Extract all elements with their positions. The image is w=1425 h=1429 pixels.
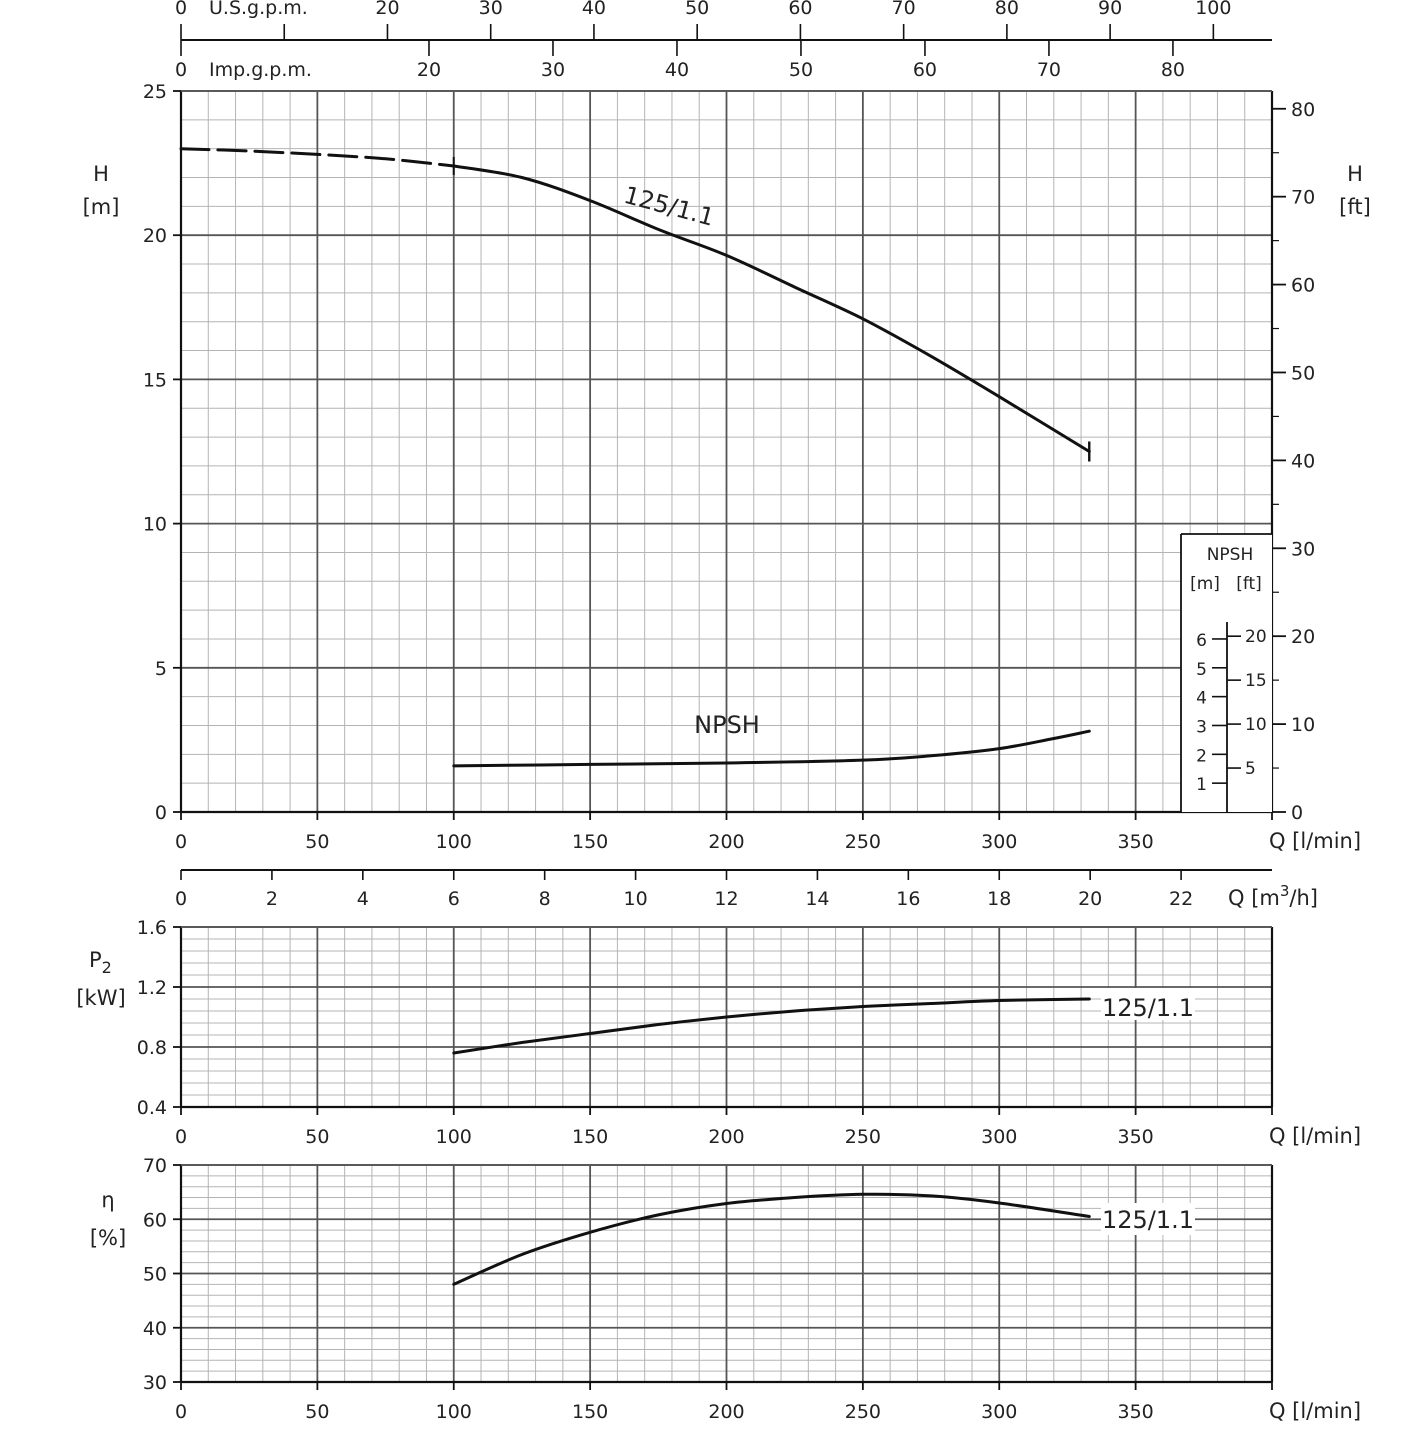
head-right-tick-label: 50 xyxy=(1291,362,1316,385)
usgpm-tick-label: 100 xyxy=(1195,0,1232,19)
head-right-tick-label: 30 xyxy=(1291,538,1316,561)
flow-axis-tick-label: 0 xyxy=(174,888,188,910)
head-ytick-label: 15 xyxy=(142,369,167,392)
head-xtick-label: 350 xyxy=(1117,831,1154,853)
head-xtick-label: 200 xyxy=(708,831,745,853)
flow-axis-unit-sup: 3 xyxy=(1279,882,1290,900)
npsh-inset-unit-ft: [ft] xyxy=(1236,574,1262,594)
flow-axis-unit-main: Q [m xyxy=(1228,886,1280,910)
npsh-inset-ft-label: 15 xyxy=(1245,671,1267,692)
head-right-tick-label: 70 xyxy=(1291,186,1316,209)
head-grid xyxy=(181,91,1272,812)
usgpm-tick-label: 0 xyxy=(174,0,188,19)
usgpm-unit-label: U.S.g.p.m. xyxy=(209,0,308,19)
power-xtick-label: 50 xyxy=(305,1126,330,1148)
npsh-inset-m-label: 6 xyxy=(1196,630,1207,651)
npsh-inset-title: NPSH xyxy=(1206,545,1254,565)
power-series-12511-solid xyxy=(454,999,1090,1053)
efficiency-xtick-label: 300 xyxy=(981,1401,1018,1423)
head-xtick-label: 0 xyxy=(174,831,188,853)
efficiency-y-axis-symbol: η xyxy=(101,1188,115,1212)
head-curve-label: 125/1.1 xyxy=(620,180,718,232)
efficiency-curve-label: 125/1.1 xyxy=(1101,1206,1195,1234)
head-ytick-label: 10 xyxy=(142,513,167,536)
impgpm-tick-label: 30 xyxy=(540,59,566,81)
flow-axis-unit-end: /h] xyxy=(1289,886,1318,910)
head-xtick-label: 150 xyxy=(571,831,609,853)
usgpm-tick-label: 70 xyxy=(891,0,916,19)
flow-axis-tick-label: 8 xyxy=(538,888,551,910)
head-right-tick-label: 40 xyxy=(1291,450,1316,473)
power-y-axis-unit: [kW] xyxy=(76,986,126,1010)
power-ytick-label: 1.6 xyxy=(136,917,167,939)
efficiency-xtick-label: 350 xyxy=(1117,1401,1154,1423)
head-ytick-label: 20 xyxy=(142,225,167,248)
head-right-axis-unit: [ft] xyxy=(1339,195,1371,219)
impgpm-tick-label: 20 xyxy=(416,59,442,81)
efficiency-xtick-label: 150 xyxy=(571,1401,609,1423)
efficiency-xtick-label: 100 xyxy=(435,1401,472,1423)
power-xtick-label: 100 xyxy=(435,1126,472,1148)
flow-axis-tick-label: 16 xyxy=(896,888,921,910)
head-ytick-label: 0 xyxy=(154,802,167,824)
npsh-inset-m-label: 2 xyxy=(1196,746,1207,767)
usgpm-tick-label: 30 xyxy=(478,0,503,19)
impgpm-tick-label: 50 xyxy=(788,59,814,81)
head-right-tick-label: 0 xyxy=(1291,802,1304,824)
impgpm-tick-label: 0 xyxy=(174,59,188,81)
flow-axis-tick-label: 10 xyxy=(623,888,648,910)
power-y-symbol-sub: 2 xyxy=(101,958,112,977)
efficiency-y-axis-unit: [%] xyxy=(89,1226,127,1250)
npsh-inset-m-label: 5 xyxy=(1196,659,1207,680)
head-ytick-label: 25 xyxy=(142,81,167,103)
head-right-axis-symbol: H xyxy=(1347,162,1363,186)
head-ytick-label: 5 xyxy=(154,657,167,680)
head-x-unit-label: Q [l/min] xyxy=(1268,829,1362,853)
npsh-inset-m-label: 1 xyxy=(1196,775,1207,796)
usgpm-tick-label: 90 xyxy=(1098,0,1123,19)
npsh-inset-m-label: 3 xyxy=(1196,717,1207,738)
power-x-unit-label: Q [l/min] xyxy=(1268,1124,1362,1148)
efficiency-x-unit-label: Q [l/min] xyxy=(1268,1399,1362,1423)
usgpm-tick-label: 20 xyxy=(375,0,400,19)
efficiency-ytick-label: 40 xyxy=(142,1317,167,1340)
flow-axis-tick-label: 18 xyxy=(987,888,1012,910)
power-ytick-label: 0.8 xyxy=(136,1037,167,1059)
npsh-inset-ft-label: 10 xyxy=(1245,715,1267,736)
head-right-tick-label: 10 xyxy=(1291,714,1316,737)
impgpm-unit-label: Imp.g.p.m. xyxy=(209,59,312,81)
flow-axis-tick-label: 22 xyxy=(1168,888,1194,910)
efficiency-ytick-label: 30 xyxy=(142,1372,167,1394)
flow-axis-tick-label: 14 xyxy=(805,888,830,910)
efficiency-grid xyxy=(181,1165,1272,1382)
usgpm-tick-label: 60 xyxy=(788,0,813,19)
efficiency-series-12511-solid xyxy=(454,1194,1090,1284)
power-xtick-label: 350 xyxy=(1117,1126,1154,1148)
efficiency-ytick-label: 60 xyxy=(142,1209,167,1232)
flow-axis-tick-label: 2 xyxy=(265,888,278,910)
flow-axis-tick-label: 12 xyxy=(714,888,739,910)
head-xtick-label: 50 xyxy=(305,831,330,853)
efficiency-xtick-label: 50 xyxy=(305,1401,330,1423)
efficiency-ytick-label: 50 xyxy=(142,1263,167,1286)
head-y-axis-symbol: H xyxy=(93,162,109,186)
efficiency-xtick-label: 200 xyxy=(708,1401,745,1423)
npsh-inset-m-label: 4 xyxy=(1196,688,1207,709)
npsh-curve-label: NPSH xyxy=(694,711,760,739)
impgpm-tick-label: 60 xyxy=(912,59,938,81)
power-ytick-label: 1.2 xyxy=(136,977,167,999)
impgpm-tick-label: 80 xyxy=(1160,59,1186,81)
impgpm-tick-label: 40 xyxy=(664,59,690,81)
npsh-inset-unit-m: [m] xyxy=(1190,574,1220,594)
power-xtick-label: 250 xyxy=(844,1126,882,1148)
flow-axis-tick-label: 6 xyxy=(447,888,460,910)
power-xtick-label: 200 xyxy=(708,1126,745,1148)
flow-axis-tick-label: 4 xyxy=(356,888,369,910)
head-right-tick-label: 60 xyxy=(1291,274,1316,297)
head-y-axis-unit: [m] xyxy=(82,195,120,219)
efficiency-ytick-label: 70 xyxy=(142,1155,167,1177)
head-xtick-label: 250 xyxy=(844,831,882,853)
flow-axis-unit-label xyxy=(1228,882,1318,910)
head-series-NPSH-solid xyxy=(454,731,1090,766)
usgpm-tick-label: 80 xyxy=(994,0,1019,19)
usgpm-tick-label: 40 xyxy=(581,0,607,19)
power-xtick-label: 0 xyxy=(174,1126,188,1148)
head-xtick-label: 300 xyxy=(981,831,1018,853)
power-y-axis-symbol xyxy=(89,948,112,977)
power-xtick-label: 150 xyxy=(571,1126,609,1148)
impgpm-tick-label: 70 xyxy=(1036,59,1062,81)
head-right-tick-label: 80 xyxy=(1291,98,1316,121)
head-xtick-label: 100 xyxy=(435,831,472,853)
power-curve-label: 125/1.1 xyxy=(1101,994,1195,1022)
power-ytick-label: 0.4 xyxy=(136,1097,167,1119)
npsh-inset-ft-label: 20 xyxy=(1245,627,1267,648)
efficiency-xtick-label: 0 xyxy=(174,1401,188,1423)
flow-axis-tick-label: 20 xyxy=(1078,888,1103,910)
power-xtick-label: 300 xyxy=(981,1126,1018,1148)
npsh-inset-ft-label: 5 xyxy=(1245,759,1256,780)
usgpm-tick-label: 50 xyxy=(685,0,710,19)
power-y-symbol-main: P xyxy=(89,948,102,972)
efficiency-xtick-label: 250 xyxy=(844,1401,882,1423)
head-right-tick-label: 20 xyxy=(1291,626,1316,649)
